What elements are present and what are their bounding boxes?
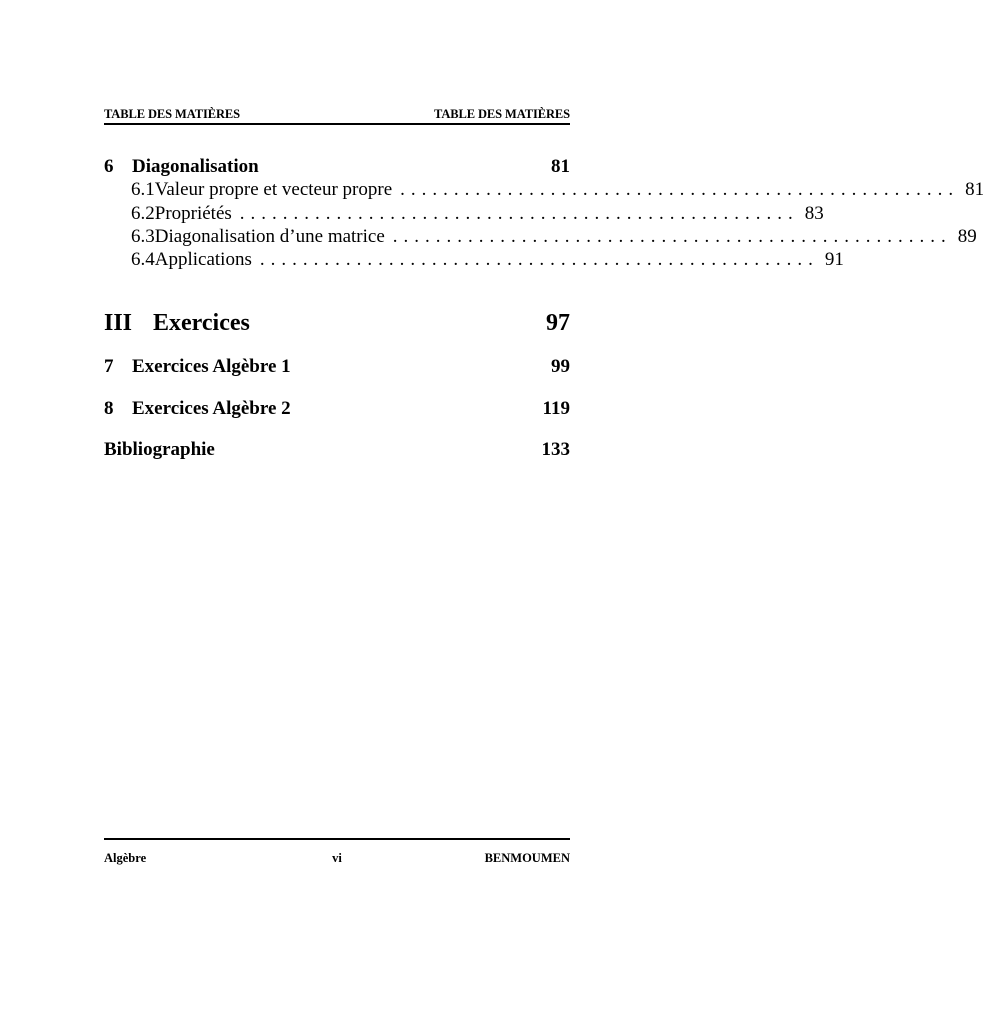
dot-leader: .................................................... — [239, 203, 799, 224]
chapter-number: 6 — [104, 156, 114, 177]
toc-bibliography[interactable] — [104, 439, 570, 461]
toc-section-6-2[interactable] — [131, 203, 824, 225]
section-number: 6.2 — [131, 203, 155, 224]
chapter-page: 99 — [551, 356, 570, 377]
part-page: 97 — [546, 310, 570, 336]
dot-leader: .................................................... — [400, 179, 960, 200]
header-left: TABLE DES MATIÈRES — [104, 107, 240, 121]
chapter-number: 7 — [104, 356, 114, 377]
section-title: Applications — [154, 249, 252, 270]
footer-rule — [104, 838, 570, 840]
chapter-title: Diagonalisation — [132, 156, 259, 177]
footer-left: Algèbre — [104, 851, 147, 865]
section-title: Diagonalisation d’une matrice — [154, 226, 385, 247]
toc-chapter-6[interactable] — [104, 156, 570, 178]
running-header — [104, 107, 570, 122]
running-footer — [104, 851, 570, 866]
section-title: Valeur propre et vecteur propre — [154, 179, 393, 200]
chapter-number: 8 — [104, 398, 114, 419]
chapter-title: Exercices Algèbre 2 — [132, 398, 291, 419]
dot-leader: .................................................... — [392, 226, 952, 247]
page-number: vi — [332, 851, 342, 865]
footer-right: BENMOUMEN — [484, 851, 570, 865]
toc-section-6-4[interactable] — [131, 249, 844, 271]
section-page: 89 — [957, 226, 977, 247]
part-title: Exercices — [153, 310, 250, 336]
toc-chapter-8[interactable] — [104, 398, 570, 420]
toc-chapter-7[interactable] — [104, 356, 570, 378]
bibliography-page: 133 — [541, 439, 570, 460]
section-number: 6.1 — [131, 179, 155, 200]
dot-leader: .................................................... — [259, 249, 819, 270]
chapter-title: Exercices Algèbre 1 — [132, 356, 291, 377]
chapter-page: 81 — [551, 156, 570, 177]
chapter-page: 119 — [542, 398, 570, 419]
header-rule — [104, 123, 570, 125]
toc-section-6-1[interactable] — [131, 179, 984, 201]
part-number: III — [104, 310, 133, 336]
section-number: 6.4 — [131, 249, 155, 270]
section-title: Propriétés — [154, 203, 232, 224]
section-page: 81 — [965, 179, 984, 200]
section-page: 83 — [804, 203, 824, 224]
bibliography-title: Bibliographie — [104, 439, 215, 460]
section-page: 91 — [824, 249, 844, 270]
toc-section-6-3[interactable] — [131, 226, 977, 248]
toc-part-3[interactable] — [104, 310, 570, 337]
header-right: TABLE DES MATIÈRES — [434, 107, 570, 121]
section-number: 6.3 — [131, 226, 155, 247]
